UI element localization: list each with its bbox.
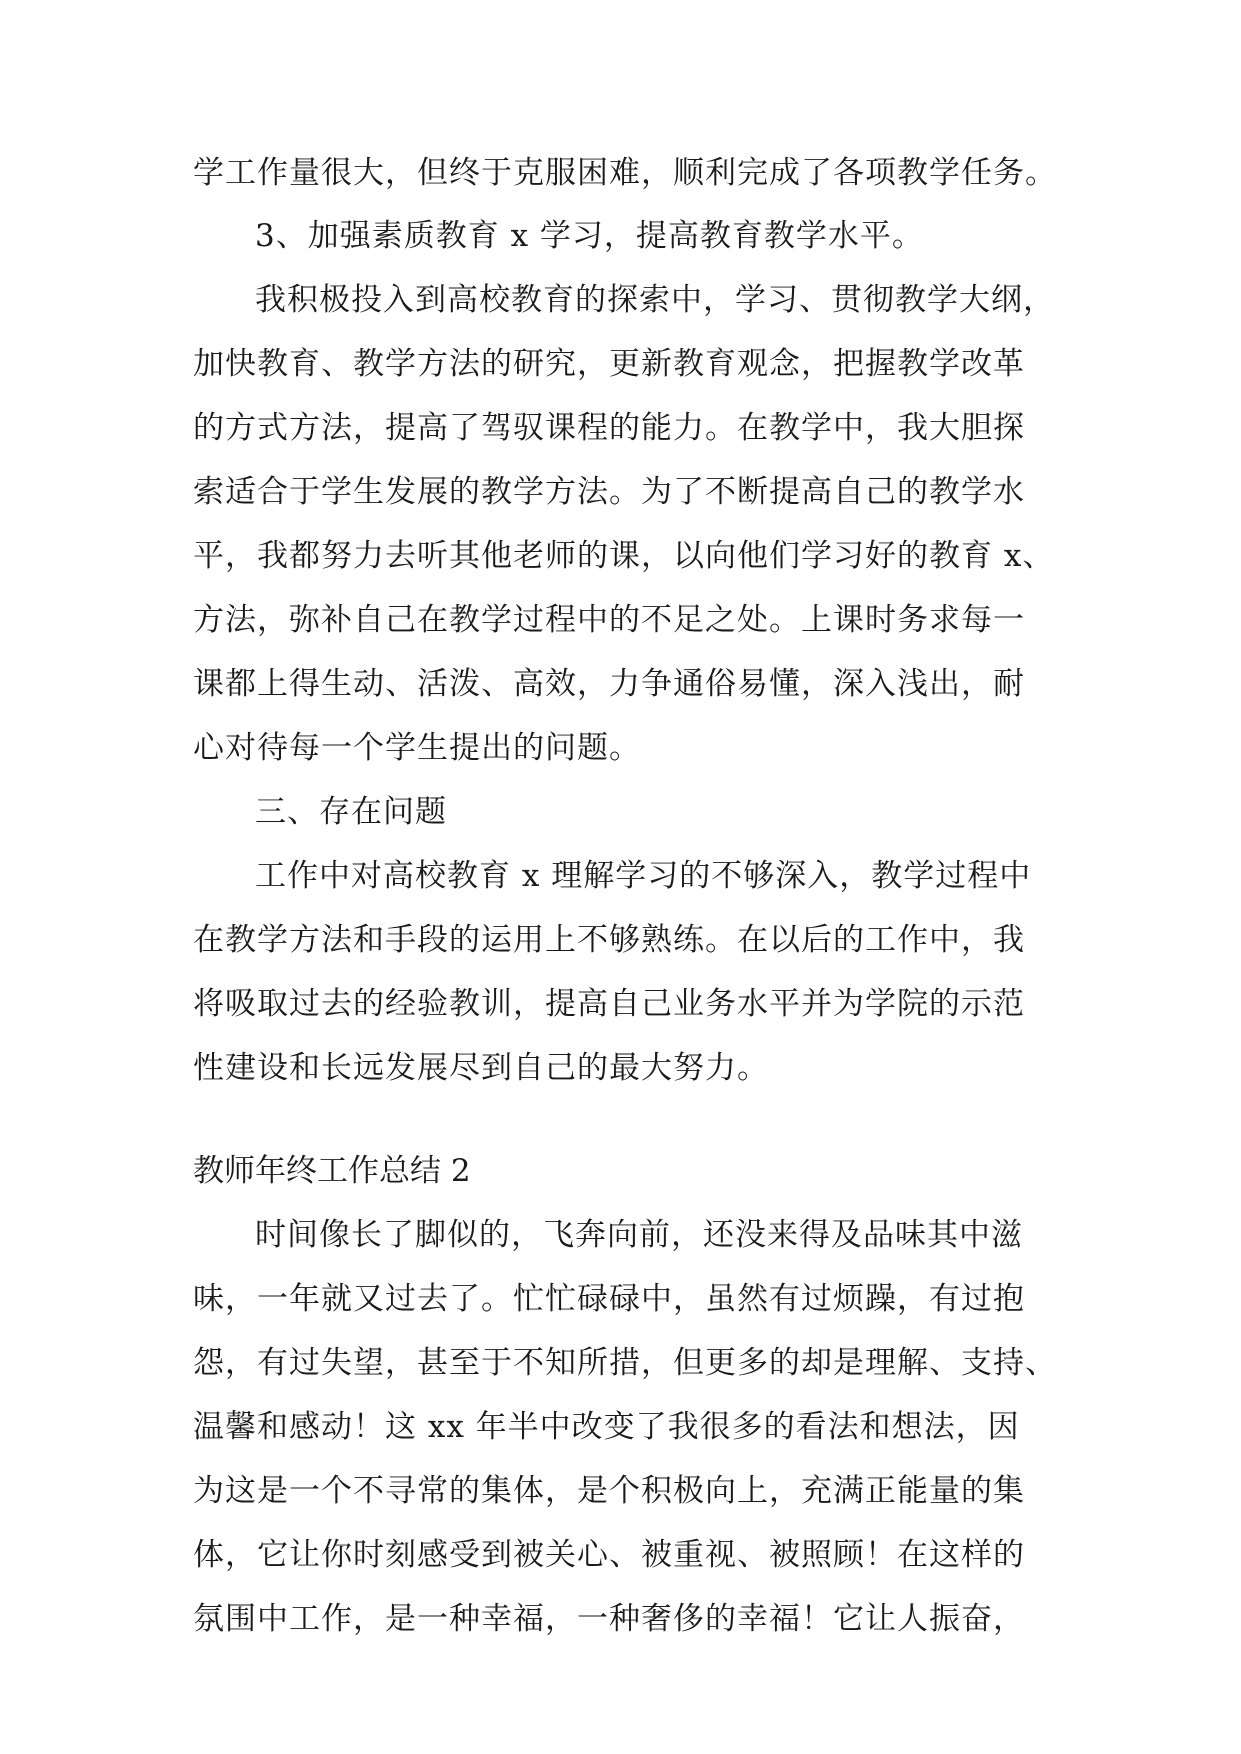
text-line-20: 温馨和感动！这 xx 年半中改变了我很多的看法和想法，因 xyxy=(193,1409,1020,1445)
text-line-1: 学工作量很大，但终于克服困难，顺利完成了各项教学任务。 xyxy=(193,155,1057,191)
text-line-2: 3、加强素质教育 x 学习，提高教育教学水平。 xyxy=(255,218,924,254)
text-line-4: 加快教育、教学方法的研究，更新教育观念，把握教学改革 xyxy=(193,346,1025,382)
text-line-19: 怨，有过失望，甚至于不知所措，但更多的却是理解、支持、 xyxy=(193,1345,1057,1381)
text-line-22: 体，它让你时刻感受到被关心、被重视、被照顾！在这样的 xyxy=(193,1537,1025,1573)
text-line-10: 心对待每一个学生提出的问题。 xyxy=(193,730,641,766)
text-line-7: 平，我都努力去听其他老师的课，以向他们学习好的教育 x、 xyxy=(193,538,1055,574)
text-line-14: 将吸取过去的经验教训，提高自己业务水平并为学院的示范 xyxy=(193,986,1025,1022)
text-line-6: 索适合于学生发展的教学方法。为了不断提高自己的教学水 xyxy=(193,474,1025,510)
text-line-23: 氛围中工作，是一种幸福，一种奢侈的幸福！它让人振奋， xyxy=(193,1601,1025,1637)
text-line-9: 课都上得生动、活泼、高效，力争通俗易懂，深入浅出，耐 xyxy=(193,666,1025,702)
text-line-15: 性建设和长远发展尽到自己的最大努力。 xyxy=(193,1050,769,1086)
text-line-21: 为这是一个不寻常的集体，是个积极向上，充满正能量的集 xyxy=(193,1473,1025,1509)
document-title-2: 教师年终工作总结 2 xyxy=(193,1153,471,1189)
text-line-13: 在教学方法和手段的运用上不够熟练。在以后的工作中，我 xyxy=(193,922,1025,958)
text-line-18: 味，一年就又过去了。忙忙碌碌中，虽然有过烦躁，有过抱 xyxy=(193,1281,1025,1317)
text-line-17: 时间像长了脚似的，飞奔向前，还没来得及品味其中滋 xyxy=(255,1217,1023,1253)
section-heading-problems: 三、存在问题 xyxy=(255,794,447,830)
text-line-8: 方法，弥补自己在教学过程中的不足之处。上课时务求每一 xyxy=(193,602,1025,638)
text-line-3: 我积极投入到高校教育的探索中，学习、贯彻教学大纲， xyxy=(255,282,1055,318)
text-line-12: 工作中对高校教育 x 理解学习的不够深入，教学过程中 xyxy=(255,858,1032,894)
text-line-5: 的方式方法，提高了驾驭课程的能力。在教学中，我大胆探 xyxy=(193,410,1025,446)
